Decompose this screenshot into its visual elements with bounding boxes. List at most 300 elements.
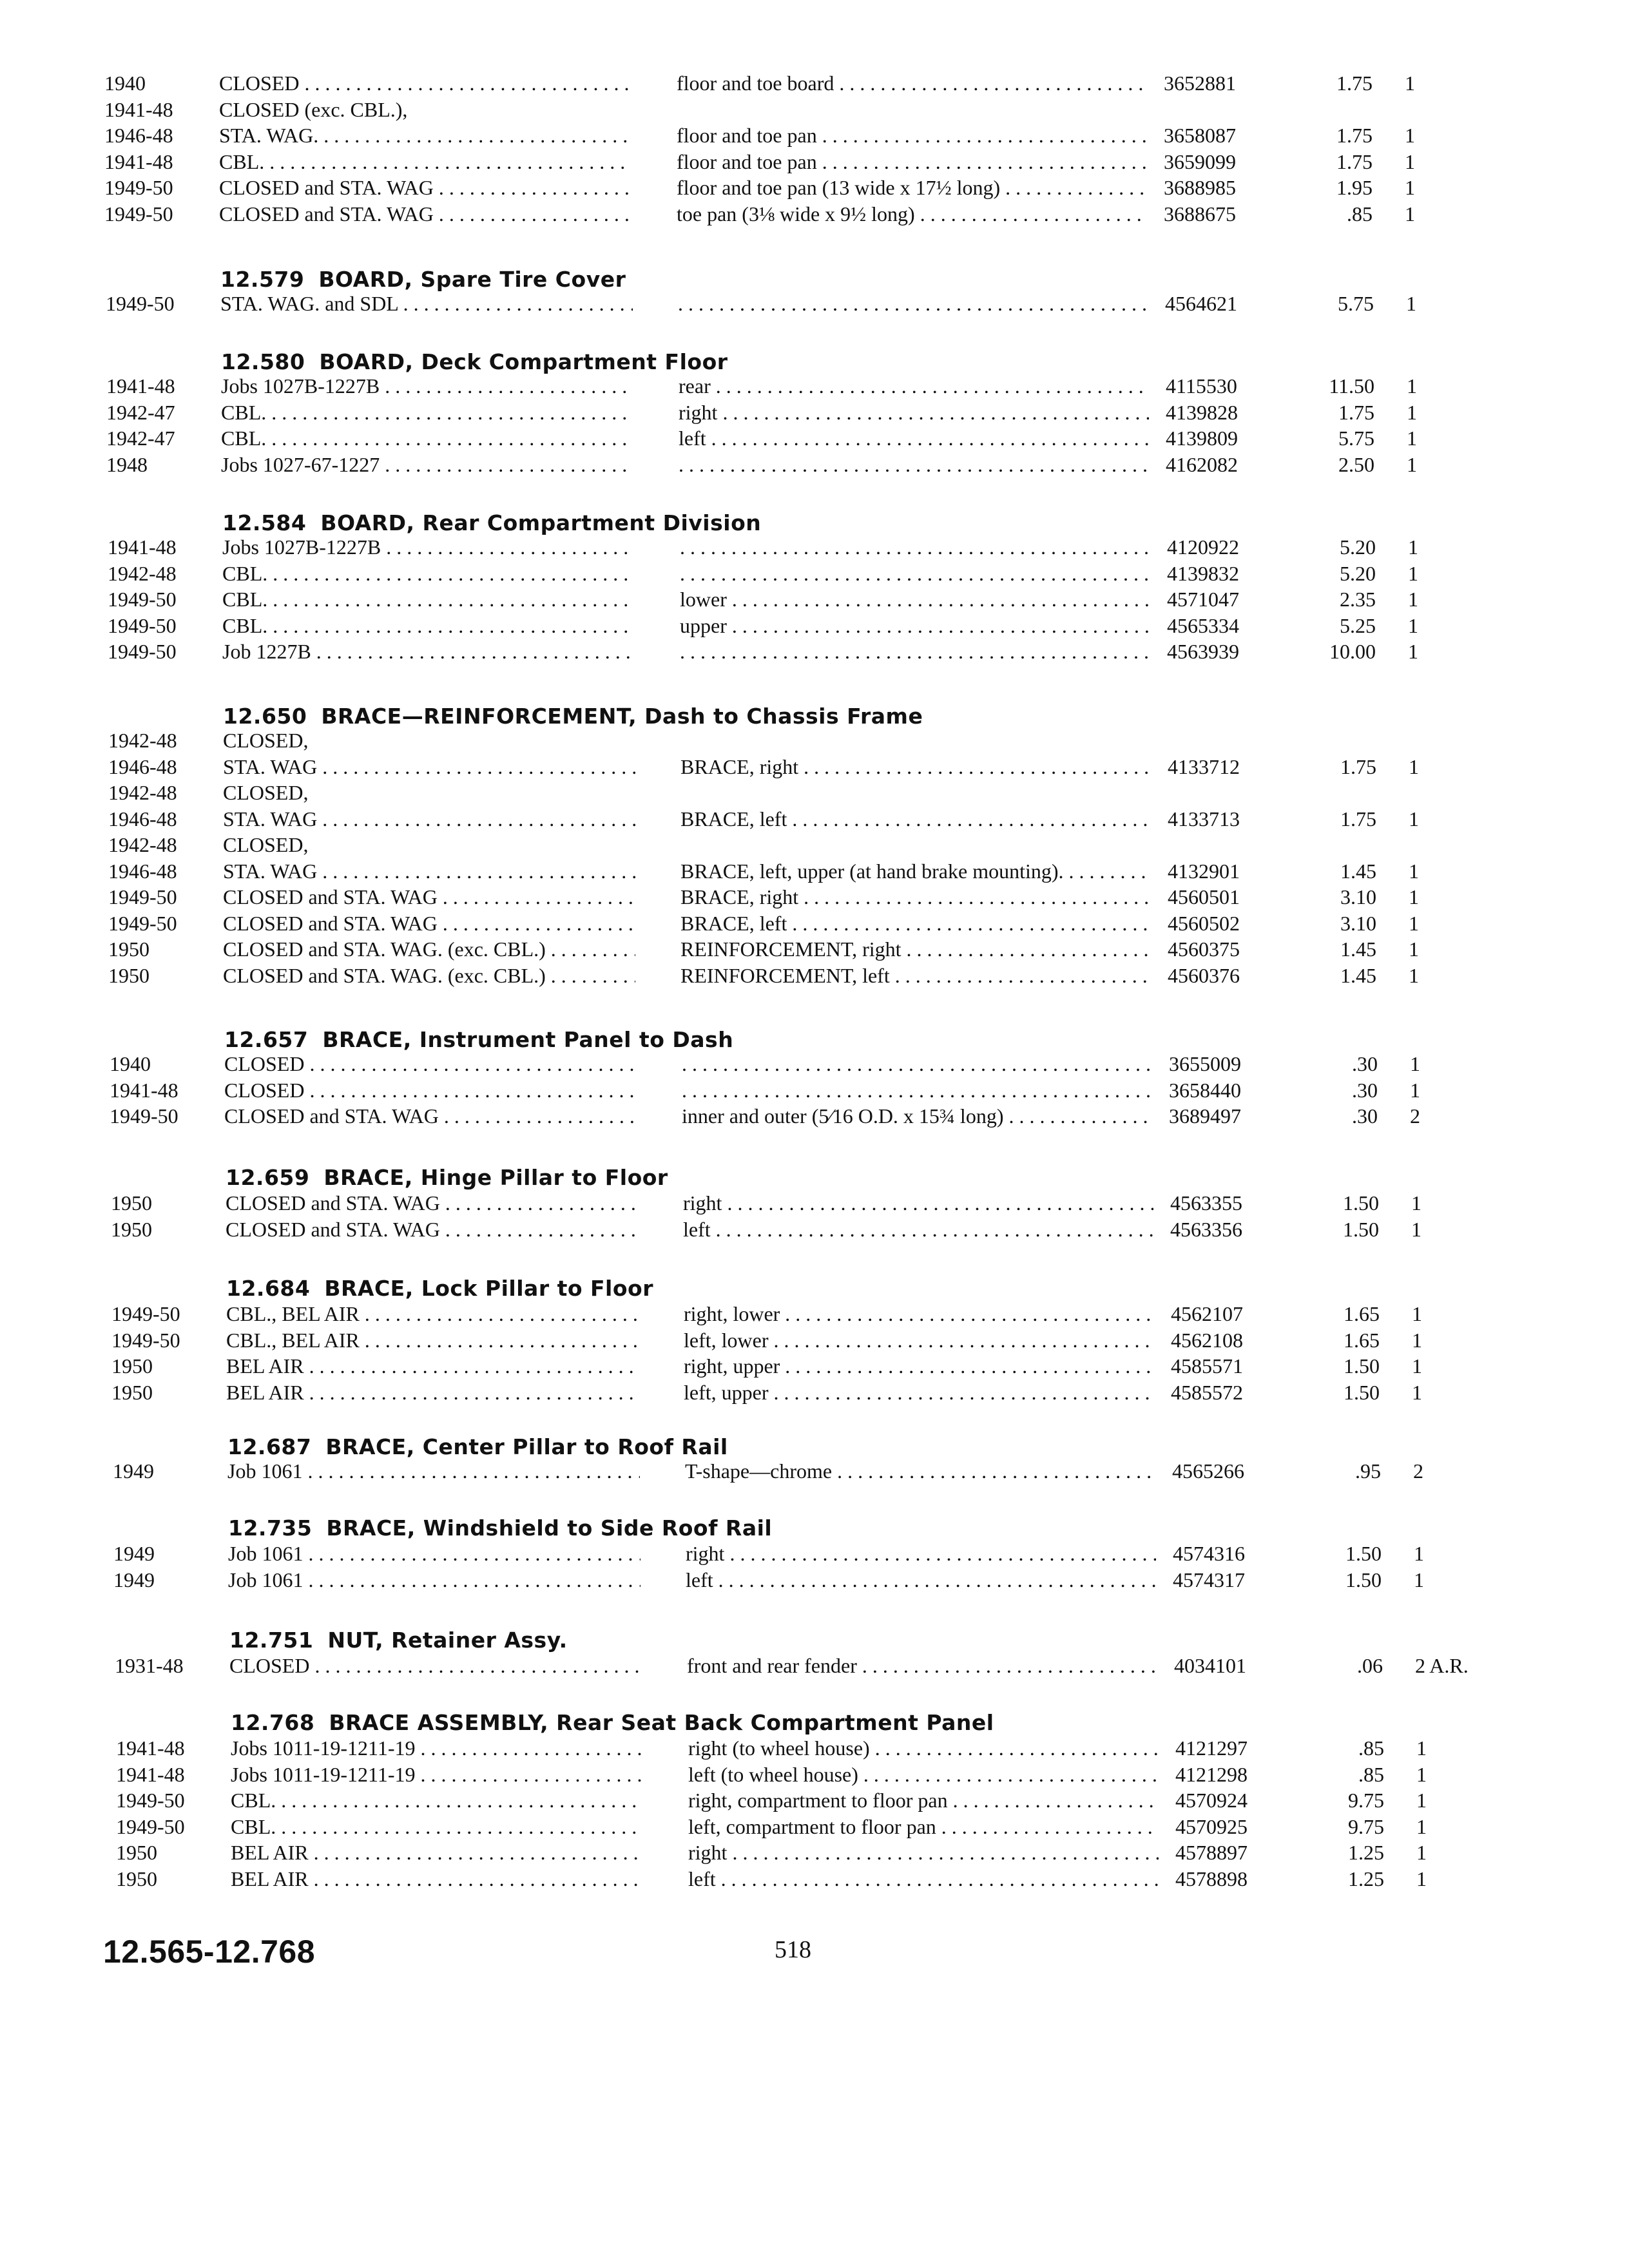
- quantity: [1412, 1352, 1422, 1379]
- quantity-text: 1: [1405, 150, 1415, 173]
- list-price: [1313, 1839, 1384, 1866]
- body-style-text: CLOSED and STA. WAG. (exc. CBL.): [223, 937, 546, 961]
- part-number-text: 4120922: [1167, 535, 1239, 559]
- part-number: [1175, 1813, 1248, 1840]
- list-price: [1307, 1050, 1378, 1077]
- body-style: [222, 612, 635, 639]
- quantity: [1416, 1813, 1427, 1840]
- body-style: [223, 936, 635, 963]
- list-price-text: 3.10: [1340, 912, 1376, 935]
- body-style: [224, 1050, 637, 1077]
- table-row: [0, 96, 1629, 123]
- part-description: [684, 1379, 1154, 1406]
- quantity-text: 1: [1409, 885, 1419, 908]
- part-number-text: 4570925: [1175, 1815, 1248, 1838]
- body-style: [223, 962, 635, 989]
- table-row: [0, 174, 1629, 201]
- list-price: [1302, 122, 1373, 149]
- quantity-text: 1: [1416, 1841, 1427, 1864]
- model-years: [115, 1652, 184, 1679]
- part-number-text: 4560501: [1168, 885, 1240, 908]
- quantity-text: 1: [1406, 292, 1416, 315]
- part-description-text: upper: [680, 614, 727, 637]
- part-description-text: BRACE, left: [680, 912, 787, 935]
- part-number: [1171, 1327, 1243, 1354]
- list-price: [1312, 1652, 1383, 1679]
- quantity-text: 1: [1416, 1736, 1427, 1760]
- part-description: [680, 560, 1150, 587]
- body-style: [228, 1566, 641, 1593]
- model-years-text: 1940: [104, 72, 146, 95]
- section-number: 12.768: [231, 1710, 315, 1735]
- list-price-text: 1.50: [1344, 1381, 1380, 1404]
- quantity: [1407, 425, 1417, 452]
- part-description: [682, 1077, 1152, 1104]
- part-number: [1166, 451, 1238, 478]
- body-style-text: CLOSED and STA. WAG: [226, 1218, 440, 1241]
- section-number: 12.684: [226, 1276, 311, 1301]
- part-description: [680, 910, 1151, 937]
- body-style-text: Jobs 1027B-1227B: [221, 374, 380, 398]
- part-description: [683, 1189, 1153, 1216]
- table-row: [4, 727, 1629, 754]
- part-description: [680, 858, 1151, 885]
- list-price: [1305, 586, 1376, 613]
- list-price-text: 1.50: [1345, 1542, 1382, 1565]
- model-years: [111, 1379, 153, 1406]
- body-style: [222, 586, 635, 613]
- model-years-text: 1949: [113, 1568, 155, 1591]
- part-description: [677, 200, 1147, 227]
- part-number: [1164, 122, 1236, 149]
- model-years: [106, 451, 148, 478]
- table-row: [5, 1077, 1629, 1104]
- part-number-text: 4162082: [1166, 453, 1238, 476]
- list-price-text: 1.25: [1348, 1867, 1384, 1890]
- list-price: [1313, 1813, 1384, 1840]
- body-style: [223, 753, 635, 780]
- quantity: [1412, 1327, 1422, 1354]
- model-years-text: 1942-48: [108, 833, 177, 856]
- table-row: [4, 883, 1629, 910]
- table-row: [2, 399, 1629, 426]
- part-description-text: left: [688, 1867, 716, 1890]
- model-years: [111, 1327, 180, 1354]
- model-years-text: 1948: [106, 453, 148, 476]
- body-style-text: CBL.: [219, 150, 265, 173]
- quantity-text: 1: [1409, 807, 1419, 831]
- part-description-text: right: [679, 401, 718, 424]
- part-number: [1166, 372, 1237, 399]
- body-style-text: STA. WAG: [223, 807, 318, 831]
- model-years: [110, 1050, 151, 1077]
- part-description-text: BRACE, right: [680, 885, 799, 908]
- part-description: [679, 425, 1149, 452]
- model-years-text: 1931-48: [115, 1654, 184, 1677]
- table-row: [12, 1839, 1629, 1866]
- part-description: [680, 638, 1150, 665]
- quantity: [1414, 1566, 1424, 1593]
- part-number-text: 3658440: [1169, 1079, 1241, 1102]
- quantity: [1409, 936, 1419, 963]
- quantity: [1408, 560, 1418, 587]
- part-description: [680, 883, 1151, 910]
- list-price-text: 9.75: [1348, 1815, 1384, 1838]
- part-description-text: left: [683, 1218, 711, 1241]
- part-number-text: 4562108: [1171, 1329, 1243, 1352]
- body-style: [219, 148, 631, 175]
- model-years: [111, 1352, 153, 1379]
- list-price-text: .30: [1352, 1079, 1378, 1102]
- part-description-text: left: [679, 427, 706, 450]
- body-style-text: CBL., BEL AIR: [226, 1329, 360, 1352]
- part-number-text: 4139832: [1167, 562, 1239, 585]
- quantity: [1413, 1457, 1423, 1485]
- part-number-text: 3688675: [1164, 202, 1236, 226]
- model-years-text: 1949-50: [104, 202, 173, 226]
- body-style-text: BEL AIR: [226, 1381, 304, 1404]
- quantity: [1408, 638, 1418, 665]
- part-number-text: 4574316: [1173, 1542, 1245, 1565]
- list-price-text: 1.50: [1345, 1568, 1382, 1591]
- model-years-text: 1946-48: [108, 807, 177, 831]
- body-style: [228, 1540, 641, 1567]
- quantity: [1416, 1761, 1427, 1788]
- part-description-text: right: [688, 1841, 728, 1864]
- table-row: [7, 1327, 1629, 1354]
- body-style: [223, 831, 635, 858]
- part-number: [1168, 805, 1240, 832]
- list-price-text: 1.50: [1343, 1191, 1379, 1215]
- body-style: [219, 174, 631, 201]
- section-title: BRACE, Lock Pillar to Floor: [324, 1276, 653, 1301]
- part-number: [1170, 1189, 1242, 1216]
- body-style: [222, 533, 635, 561]
- model-years-text: 1950: [108, 964, 149, 987]
- part-number: [1168, 858, 1240, 885]
- quantity: [1408, 612, 1418, 639]
- page-number: 518: [775, 1936, 811, 1963]
- quantity-text: 1: [1408, 562, 1418, 585]
- part-number: [1168, 936, 1240, 963]
- model-years-text: 1950: [108, 937, 149, 961]
- part-number: [1166, 425, 1238, 452]
- part-description-text: left, lower: [684, 1329, 769, 1352]
- part-number-text: 4562107: [1171, 1302, 1243, 1325]
- body-style-text: BEL AIR: [231, 1841, 309, 1864]
- list-price-text: 9.75: [1348, 1789, 1384, 1812]
- list-price: [1309, 1300, 1380, 1327]
- body-style-text: CLOSED: [229, 1654, 310, 1677]
- body-style: [223, 727, 635, 754]
- part-number: [1167, 533, 1239, 561]
- body-style-text: STA. WAG: [223, 755, 318, 778]
- body-style: [219, 122, 631, 149]
- quantity: [1407, 451, 1417, 478]
- model-years-text: 1940: [110, 1052, 151, 1075]
- quantity: [1411, 1189, 1422, 1216]
- quantity: [1409, 962, 1419, 989]
- body-style-text: CLOSED and STA. WAG: [219, 176, 434, 199]
- model-years: [116, 1813, 185, 1840]
- quantity-text: 1: [1409, 860, 1419, 883]
- part-number: [1164, 148, 1236, 175]
- part-number-text: 4121298: [1175, 1763, 1248, 1786]
- part-number-text: 4034101: [1174, 1654, 1246, 1677]
- body-style: [221, 372, 633, 399]
- table-row: [1, 290, 1629, 317]
- table-row: [6, 1189, 1629, 1216]
- list-price: [1306, 936, 1376, 963]
- part-description-text: right: [683, 1191, 722, 1215]
- quantity: [1406, 290, 1416, 317]
- table-row: [2, 451, 1629, 478]
- list-price-text: 1.95: [1336, 176, 1373, 199]
- list-price: [1306, 753, 1376, 780]
- list-price-text: .30: [1352, 1052, 1378, 1075]
- body-style-text: CBL.: [221, 427, 267, 450]
- quantity-text: 1: [1410, 1079, 1420, 1102]
- quantity: [1410, 1102, 1420, 1129]
- list-price: [1309, 1352, 1380, 1379]
- part-description-text: REINFORCEMENT, right: [680, 937, 901, 961]
- quantity-text: 1: [1412, 1302, 1422, 1325]
- section-heading: [226, 1164, 668, 1192]
- part-number-text: 4560502: [1168, 912, 1240, 935]
- model-years-text: 1949-50: [111, 1329, 180, 1352]
- list-price: [1305, 560, 1376, 587]
- quantity-text: 1: [1410, 1052, 1420, 1075]
- quantity-text: 1: [1405, 72, 1415, 95]
- part-number: [1171, 1352, 1243, 1379]
- quantity-text: 1: [1408, 588, 1418, 611]
- part-description: [680, 586, 1150, 613]
- model-years-text: 1949-50: [116, 1789, 185, 1812]
- part-number-text: 4132901: [1168, 860, 1240, 883]
- body-style: [231, 1735, 643, 1762]
- table-row: [3, 533, 1629, 561]
- part-number: [1164, 70, 1236, 97]
- list-price-text: 1.45: [1340, 860, 1376, 883]
- part-description-text: rear: [679, 374, 711, 398]
- part-description-text: lower: [680, 588, 727, 611]
- quantity-text: 1: [1416, 1815, 1427, 1838]
- part-description: [680, 612, 1150, 639]
- model-years: [116, 1787, 185, 1814]
- list-price: [1309, 1379, 1380, 1406]
- list-price: [1313, 1787, 1384, 1814]
- table-row: [5, 1050, 1629, 1077]
- model-years: [108, 638, 177, 665]
- section-title: BRACE, Center Pillar to Roof Rail: [325, 1434, 728, 1459]
- list-price: [1306, 910, 1376, 937]
- part-number: [1167, 612, 1239, 639]
- list-price: [1304, 372, 1374, 399]
- table-row: [3, 612, 1629, 639]
- part-number: [1171, 1379, 1243, 1406]
- table-row: [7, 1300, 1629, 1327]
- model-years: [108, 727, 177, 754]
- table-row: [3, 560, 1629, 587]
- quantity-text: 1: [1409, 964, 1419, 987]
- part-number: [1167, 560, 1239, 587]
- list-price: [1303, 290, 1374, 317]
- part-number-text: 4563356: [1170, 1218, 1242, 1241]
- body-style-text: CLOSED (exc. CBL.),: [219, 98, 408, 121]
- part-description-text: floor and toe board: [677, 72, 834, 95]
- model-years: [113, 1540, 155, 1567]
- model-years-text: 1949-50: [108, 640, 177, 663]
- list-price-text: .85: [1358, 1763, 1384, 1786]
- table-row: [2, 372, 1629, 399]
- model-years: [108, 910, 177, 937]
- part-number: [1169, 1077, 1241, 1104]
- body-style-text: Jobs 1027-67-1227: [221, 453, 380, 476]
- body-style: [231, 1787, 643, 1814]
- part-description: [680, 805, 1151, 832]
- part-description: [682, 1050, 1152, 1077]
- part-number: [1165, 290, 1237, 317]
- body-style: [231, 1839, 643, 1866]
- section-title: BRACE ASSEMBLY, Rear Seat Back Compartment Panel: [329, 1710, 994, 1735]
- list-price-text: .85: [1347, 202, 1373, 226]
- part-number-text: 4139828: [1166, 401, 1238, 424]
- model-years-text: 1942-47: [106, 427, 175, 450]
- list-price: [1309, 1327, 1380, 1354]
- list-price-text: 5.75: [1338, 292, 1374, 315]
- list-price-text: 1.75: [1336, 72, 1373, 95]
- part-number: [1170, 1216, 1242, 1243]
- model-years-text: 1949-50: [108, 885, 177, 908]
- part-description-text: BRACE, left, upper (at hand brake mounting).: [680, 860, 1064, 883]
- body-style: [222, 638, 635, 665]
- part-description: [683, 1216, 1153, 1243]
- model-years-text: 1949-50: [111, 1302, 180, 1325]
- list-price: [1313, 1735, 1384, 1762]
- part-number-text: 4585571: [1171, 1354, 1243, 1378]
- part-number: [1168, 910, 1240, 937]
- quantity: [1405, 200, 1415, 227]
- quantity-text: 1: [1407, 374, 1417, 398]
- model-years-text: 1941-48: [108, 535, 177, 559]
- table-row: [9, 1540, 1629, 1567]
- list-price: [1311, 1566, 1382, 1593]
- body-style: [223, 779, 635, 806]
- quantity-text: 2: [1413, 1459, 1423, 1483]
- part-number-text: 4115530: [1166, 374, 1237, 398]
- list-price: [1306, 858, 1376, 885]
- quantity: [1416, 1787, 1427, 1814]
- model-years-text: 1949-50: [110, 1104, 178, 1128]
- model-years: [116, 1761, 185, 1788]
- section-number: 12.657: [224, 1027, 309, 1052]
- model-years-text: 1950: [111, 1381, 153, 1404]
- list-price-text: 1.75: [1336, 124, 1373, 147]
- body-style-text: CBL.: [222, 614, 268, 637]
- list-price: [1311, 1540, 1382, 1567]
- body-style: [223, 805, 635, 832]
- body-style-text: Job 1061: [228, 1542, 304, 1565]
- model-years-text: 1950: [111, 1354, 153, 1378]
- quantity: [1409, 883, 1419, 910]
- part-number: [1171, 1300, 1243, 1327]
- section-number: 12.751: [229, 1628, 314, 1653]
- model-years: [104, 174, 173, 201]
- quantity: [1414, 1540, 1424, 1567]
- part-description-text: inner and outer (5⁄16 O.D. x 15¾ long): [682, 1104, 1004, 1128]
- part-description: [680, 753, 1151, 780]
- model-years: [113, 1566, 155, 1593]
- part-number: [1172, 1457, 1244, 1485]
- table-row: [3, 586, 1629, 613]
- table-row: [4, 831, 1629, 858]
- list-price-text: 1.25: [1348, 1841, 1384, 1864]
- model-years-text: 1949: [113, 1542, 155, 1565]
- list-price-text: .06: [1357, 1654, 1383, 1677]
- quantity: [1405, 174, 1415, 201]
- section-title: BOARD, Spare Tire Cover: [318, 267, 626, 292]
- quantity: [1410, 1077, 1420, 1104]
- quantity: [1416, 1735, 1427, 1762]
- model-years-text: 1949: [113, 1459, 154, 1483]
- section-title: BOARD, Rear Compartment Division: [320, 510, 762, 535]
- body-style: [226, 1216, 638, 1243]
- table-row: [3, 638, 1629, 665]
- quantity: [1416, 1839, 1427, 1866]
- table-row: [4, 753, 1629, 780]
- body-style: [227, 1457, 640, 1485]
- body-style-text: BEL AIR: [231, 1867, 309, 1890]
- part-number-text: 3659099: [1164, 150, 1236, 173]
- model-years-text: 1941-48: [104, 150, 173, 173]
- part-description: [682, 1102, 1152, 1129]
- list-price: [1306, 962, 1376, 989]
- body-style-text: CLOSED and STA. WAG: [226, 1191, 440, 1215]
- body-style-text: Job 1061: [228, 1568, 304, 1591]
- quantity-text: 1: [1405, 124, 1415, 147]
- list-price: [1305, 533, 1376, 561]
- quantity: [1409, 910, 1419, 937]
- table-row: [6, 1216, 1629, 1243]
- quantity-text: 1: [1407, 401, 1417, 424]
- section-title: BRACE, Windshield to Side Roof Rail: [326, 1515, 773, 1541]
- part-description-text: left (to wheel house): [688, 1763, 858, 1786]
- part-description-text: right, compartment to floor pan: [688, 1789, 948, 1812]
- list-price: [1305, 612, 1376, 639]
- part-description-text: floor and toe pan: [677, 150, 817, 173]
- table-row: [0, 122, 1629, 149]
- body-style: [223, 858, 635, 885]
- part-number-text: 4571047: [1167, 588, 1239, 611]
- body-style-text: CLOSED: [224, 1079, 305, 1102]
- model-years: [106, 425, 175, 452]
- body-style: [219, 96, 631, 123]
- model-years-text: 1949-50: [106, 292, 175, 315]
- body-style-text: CLOSED: [224, 1052, 305, 1075]
- body-style-text: CLOSED and STA. WAG: [224, 1104, 439, 1128]
- body-style: [226, 1379, 639, 1406]
- quantity: [1405, 148, 1415, 175]
- section-number: 12.687: [227, 1434, 312, 1459]
- list-price: [1304, 399, 1374, 426]
- model-years: [108, 936, 149, 963]
- body-style-text: Jobs 1011-19-1211-19: [231, 1763, 416, 1786]
- part-description-text: floor and toe pan (13 wide x 17½ long): [677, 176, 1001, 199]
- list-price: [1304, 425, 1374, 452]
- quantity: [1416, 1865, 1427, 1892]
- body-style-text: CLOSED,: [223, 833, 309, 856]
- list-price: [1302, 70, 1373, 97]
